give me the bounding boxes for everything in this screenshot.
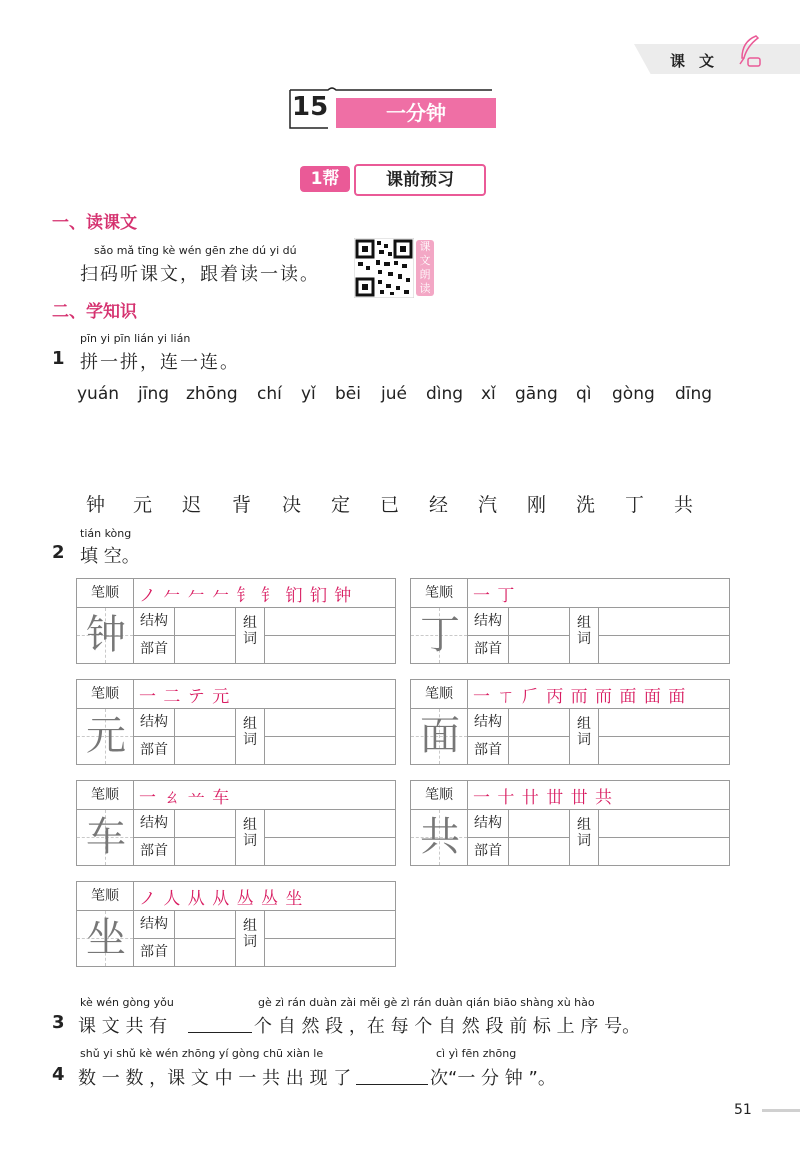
read-pinyin: sǎo mǎ tīng kè wén gēn zhe dú yi dú — [94, 244, 297, 257]
stroke-order-label: 笔顺 — [77, 882, 134, 911]
model-char: 元 — [86, 713, 126, 759]
radical-answer[interactable] — [175, 737, 236, 764]
word-answer[interactable] — [264, 635, 395, 636]
stroke-card-mian — [410, 679, 730, 765]
radical-answer[interactable] — [175, 939, 236, 966]
structure-answer[interactable] — [175, 911, 236, 939]
word-label: 组 词 — [577, 716, 591, 748]
feather-pen-icon — [734, 34, 764, 68]
radical-label: 部首 — [468, 636, 509, 663]
hanzi-char[interactable]: 元 — [133, 494, 153, 516]
stroke-sequence: 一 ㄠ 䒑 车 — [139, 788, 231, 808]
radical-answer[interactable] — [175, 636, 236, 663]
hanzi-char[interactable]: 决 — [282, 494, 302, 516]
word-answer[interactable] — [598, 736, 729, 737]
structure-label: 结构 — [134, 810, 175, 838]
q1-pinyin: pīn yi pīn lián yi lián — [80, 332, 191, 345]
word-answer[interactable] — [598, 837, 729, 838]
q4-number: 4 — [52, 1064, 65, 1085]
q4-pinyin-a: shǔ yi shǔ kè wén zhōng yí gòng chū xiàn le — [80, 1047, 324, 1060]
word-label: 组 词 — [243, 918, 257, 950]
q4-text-b: 次“一 分 钟 ”。 — [430, 1068, 556, 1089]
q4-answer-blank[interactable] — [356, 1084, 428, 1085]
radical-label: 部首 — [468, 737, 509, 764]
q2-instruction: 填 空。 — [80, 546, 140, 567]
q3-pinyin-a: kè wén gòng yǒu — [80, 996, 174, 1009]
structure-answer[interactable] — [175, 810, 236, 838]
model-char: 坐 — [86, 915, 126, 961]
q4-text-a: 数 一 数 ，课 文 中 一 共 出 现 了 — [78, 1068, 352, 1089]
structure-answer[interactable] — [509, 608, 570, 636]
pinyin-word[interactable]: qì — [576, 384, 592, 404]
structure-label: 结构 — [134, 911, 175, 939]
model-char: 车 — [86, 814, 126, 860]
stroke-card-yuan — [76, 679, 396, 765]
stroke-order-label: 笔顺 — [411, 781, 468, 810]
pinyin-word[interactable]: zhōng — [186, 384, 238, 404]
stroke-sequence: 一 十 卄 丗 丗 共 — [473, 788, 614, 808]
q3-text-a: 课 文 共 有 — [78, 1016, 168, 1037]
lesson-title: 一分钟 — [336, 98, 496, 128]
qr-code-icon[interactable] — [354, 238, 414, 298]
q1-number: 1 — [52, 348, 65, 369]
pinyin-word[interactable]: bēi — [335, 384, 361, 404]
stroke-card-gong — [410, 780, 730, 866]
radical-label: 部首 — [134, 939, 175, 966]
hanzi-char[interactable]: 钟 — [86, 494, 106, 516]
pinyin-word[interactable]: dīng — [675, 384, 713, 404]
section-heading-learn: 二、学知识 — [52, 302, 137, 322]
structure-label: 结构 — [468, 709, 509, 737]
pinyin-word[interactable]: dìng — [426, 384, 464, 404]
word-label: 组 词 — [243, 817, 257, 849]
stroke-sequence: 一 ㄒ 𠂆 丙 而 而 面 面 面 — [473, 687, 687, 707]
radical-label: 部首 — [134, 838, 175, 865]
stroke-sequence: ノ 人 从 从 丛 丛 坐 — [139, 889, 304, 909]
lesson-number: 15 — [292, 92, 329, 122]
hanzi-char[interactable]: 丁 — [625, 494, 645, 516]
header-tab-label: 课文 — [670, 52, 729, 70]
structure-label: 结构 — [468, 810, 509, 838]
section-heading-read: 一、读课文 — [52, 213, 137, 233]
q3-text-b: 个 自 然 段 ，在 每 个 自 然 段 前 标 上 序 号。 — [254, 1016, 641, 1037]
radical-answer[interactable] — [175, 838, 236, 865]
pinyin-word[interactable]: yuán — [77, 384, 120, 404]
q3-number: 3 — [52, 1012, 65, 1033]
structure-answer[interactable] — [509, 709, 570, 737]
hanzi-char[interactable]: 共 — [674, 494, 694, 516]
structure-label: 结构 — [134, 608, 175, 636]
pinyin-word[interactable]: yǐ — [301, 384, 316, 404]
pinyin-word[interactable]: gòng — [612, 384, 655, 404]
structure-label: 结构 — [468, 608, 509, 636]
qr-tag: 课文朗读 — [416, 240, 434, 296]
stroke-order-label: 笔顺 — [411, 680, 468, 709]
hanzi-char[interactable]: 背 — [232, 494, 252, 516]
structure-answer[interactable] — [175, 608, 236, 636]
stroke-card-zuo — [76, 881, 396, 967]
q3-answer-blank[interactable] — [188, 1032, 252, 1033]
read-instruction: 扫码听课文，跟着读一读。 — [80, 264, 320, 285]
structure-answer[interactable] — [175, 709, 236, 737]
stroke-order-label: 笔顺 — [77, 781, 134, 810]
word-answer[interactable] — [264, 736, 395, 737]
pinyin-word[interactable]: xǐ — [481, 384, 496, 404]
word-label: 组 词 — [577, 615, 591, 647]
word-answer[interactable] — [264, 837, 395, 838]
model-char: 丁 — [420, 612, 460, 658]
hanzi-char[interactable]: 刚 — [527, 494, 547, 516]
radical-answer[interactable] — [509, 636, 570, 663]
radical-label: 部首 — [468, 838, 509, 865]
section-badge: 1帮 — [300, 166, 350, 192]
radical-label: 部首 — [134, 737, 175, 764]
word-answer[interactable] — [598, 635, 729, 636]
stroke-card-ding — [410, 578, 730, 664]
word-answer[interactable] — [264, 938, 395, 939]
structure-answer[interactable] — [509, 810, 570, 838]
hanzi-char[interactable]: 汽 — [478, 494, 498, 516]
q3-pinyin-b: gè zì rán duàn zài měi gè zì rán duàn qián biāo shàng xù hào — [258, 996, 595, 1009]
stroke-order-label: 笔顺 — [411, 579, 468, 608]
q2-number: 2 — [52, 542, 65, 563]
section-title: 课前预习 — [354, 164, 486, 196]
radical-answer[interactable] — [509, 838, 570, 865]
page-number: 51 — [734, 1102, 752, 1118]
hanzi-char[interactable]: 经 — [429, 494, 449, 516]
page-footer-line — [762, 1109, 800, 1112]
stroke-order-label: 笔顺 — [77, 579, 134, 608]
stroke-sequence: 一 二 テ 元 — [139, 687, 231, 707]
pinyin-word[interactable]: jué — [381, 384, 407, 404]
pinyin-word[interactable]: chí — [257, 384, 282, 404]
model-char: 共 — [420, 814, 460, 860]
structure-label: 结构 — [134, 709, 175, 737]
q4-pinyin-b: cì yì fēn zhōng — [436, 1047, 517, 1060]
q1-instruction: 拼一拼，连一连。 — [80, 352, 240, 373]
stroke-sequence: ノ 𠂉 𠂉 𠂉 钅 钅 钔 钔 钟 — [139, 586, 353, 606]
hanzi-char[interactable]: 洗 — [576, 494, 596, 516]
word-label: 组 词 — [243, 716, 257, 748]
pinyin-word[interactable]: jīng — [138, 384, 170, 404]
hanzi-char[interactable]: 迟 — [182, 494, 202, 516]
q2-pinyin: tián kòng — [80, 527, 132, 540]
stroke-card-che — [76, 780, 396, 866]
stroke-card-zhong — [76, 578, 396, 664]
stroke-order-label: 笔顺 — [77, 680, 134, 709]
word-label: 组 词 — [243, 615, 257, 647]
hanzi-char[interactable]: 定 — [331, 494, 351, 516]
word-label: 组 词 — [577, 817, 591, 849]
stroke-sequence: 一 丁 — [473, 586, 516, 606]
radical-answer[interactable] — [509, 737, 570, 764]
hanzi-char[interactable]: 已 — [380, 494, 400, 516]
model-char: 面 — [420, 713, 460, 759]
pinyin-word[interactable]: gāng — [515, 384, 558, 404]
radical-label: 部首 — [134, 636, 175, 663]
model-char: 钟 — [86, 612, 126, 658]
